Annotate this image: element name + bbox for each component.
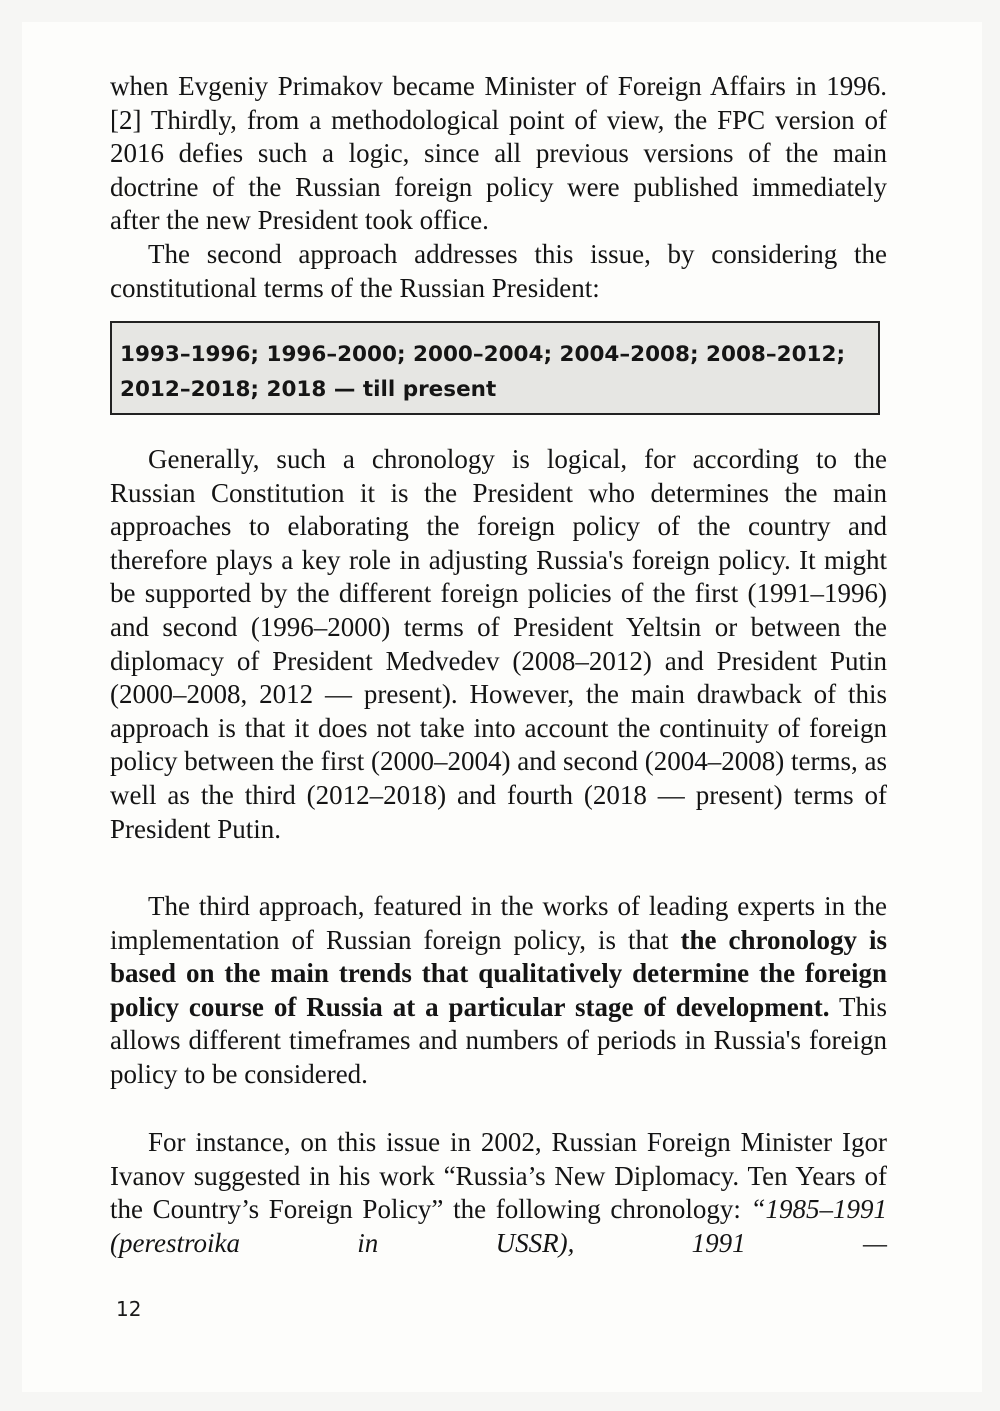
terms-line-2: 2012–2018; 2018 — till present (120, 377, 497, 402)
terms-line-1: 1993–1996; 1996–2000; 2000–2004; 2004–2008; 2008–2012; (120, 342, 846, 367)
third-approach-conclusion: This allows different timeframes and numbers of periods in Russia's foreign policy to be considered. (110, 991, 887, 1089)
paragraph-primakov: when Evgeniy Primakov became Minister of Foreign Affairs in 1996. [2] Thirdly, from a methodological point of view, the FPC version of 2016 defies such a logic, since all previous versions of the main doctrine of the Russian foreign policy were published immediately after the new President took office. (110, 71, 887, 236)
third-approach-intro: The third approach, featured in the works of leading experts in the implementation of Russian foreign policy, is that (110, 891, 887, 955)
paragraph-third-approach (110, 890, 887, 1092)
paragraph-second-approach: The second approach addresses this issue, by considering the constitutional terms of the Russian President: (110, 239, 887, 303)
ivanov-quote-start: “1985–1991 (perestroika in USSR), 1991 — (110, 1194, 888, 1258)
third-approach-bold-statement: the chronology is based on the main trends that qualitatively determine the foreign policy course of Russia at a particular stage of development. (110, 924, 887, 1022)
paragraph-ivanov-chronology (110, 1126, 887, 1260)
page-number: 12 (116, 1297, 142, 1321)
presidential-terms-box (110, 321, 880, 415)
ivanov-intro: For instance, on this issue in 2002, Russian Foreign Minister Igor Ivanov suggested in his work “Russia’s New Diplomacy. Ten Years of the Country’s Foreign Policy” the following chronology: (110, 1127, 887, 1225)
paragraph-chronology-logical: Generally, such a chronology is logical, for according to the Russian Constitution it is the President who determines the main approaches to elaborating the foreign policy of the country and therefore plays a key role in adjusting Russia's foreign policy. It might be supported by the different foreign policies of the first (1991–1996) and second (1996–2000) terms of President Yeltsin or between the diplomacy of President Medvedev (2008–2012) and President Putin (2000–2008, 2012 — present). However, the main drawback of this approach is that it does not take into account the continuity of foreign policy between the first (2000–2004) and second (2004–2008) terms, as well as the third (2012–2018) and fourth (2018 — present) terms of President Putin. (110, 444, 887, 844)
